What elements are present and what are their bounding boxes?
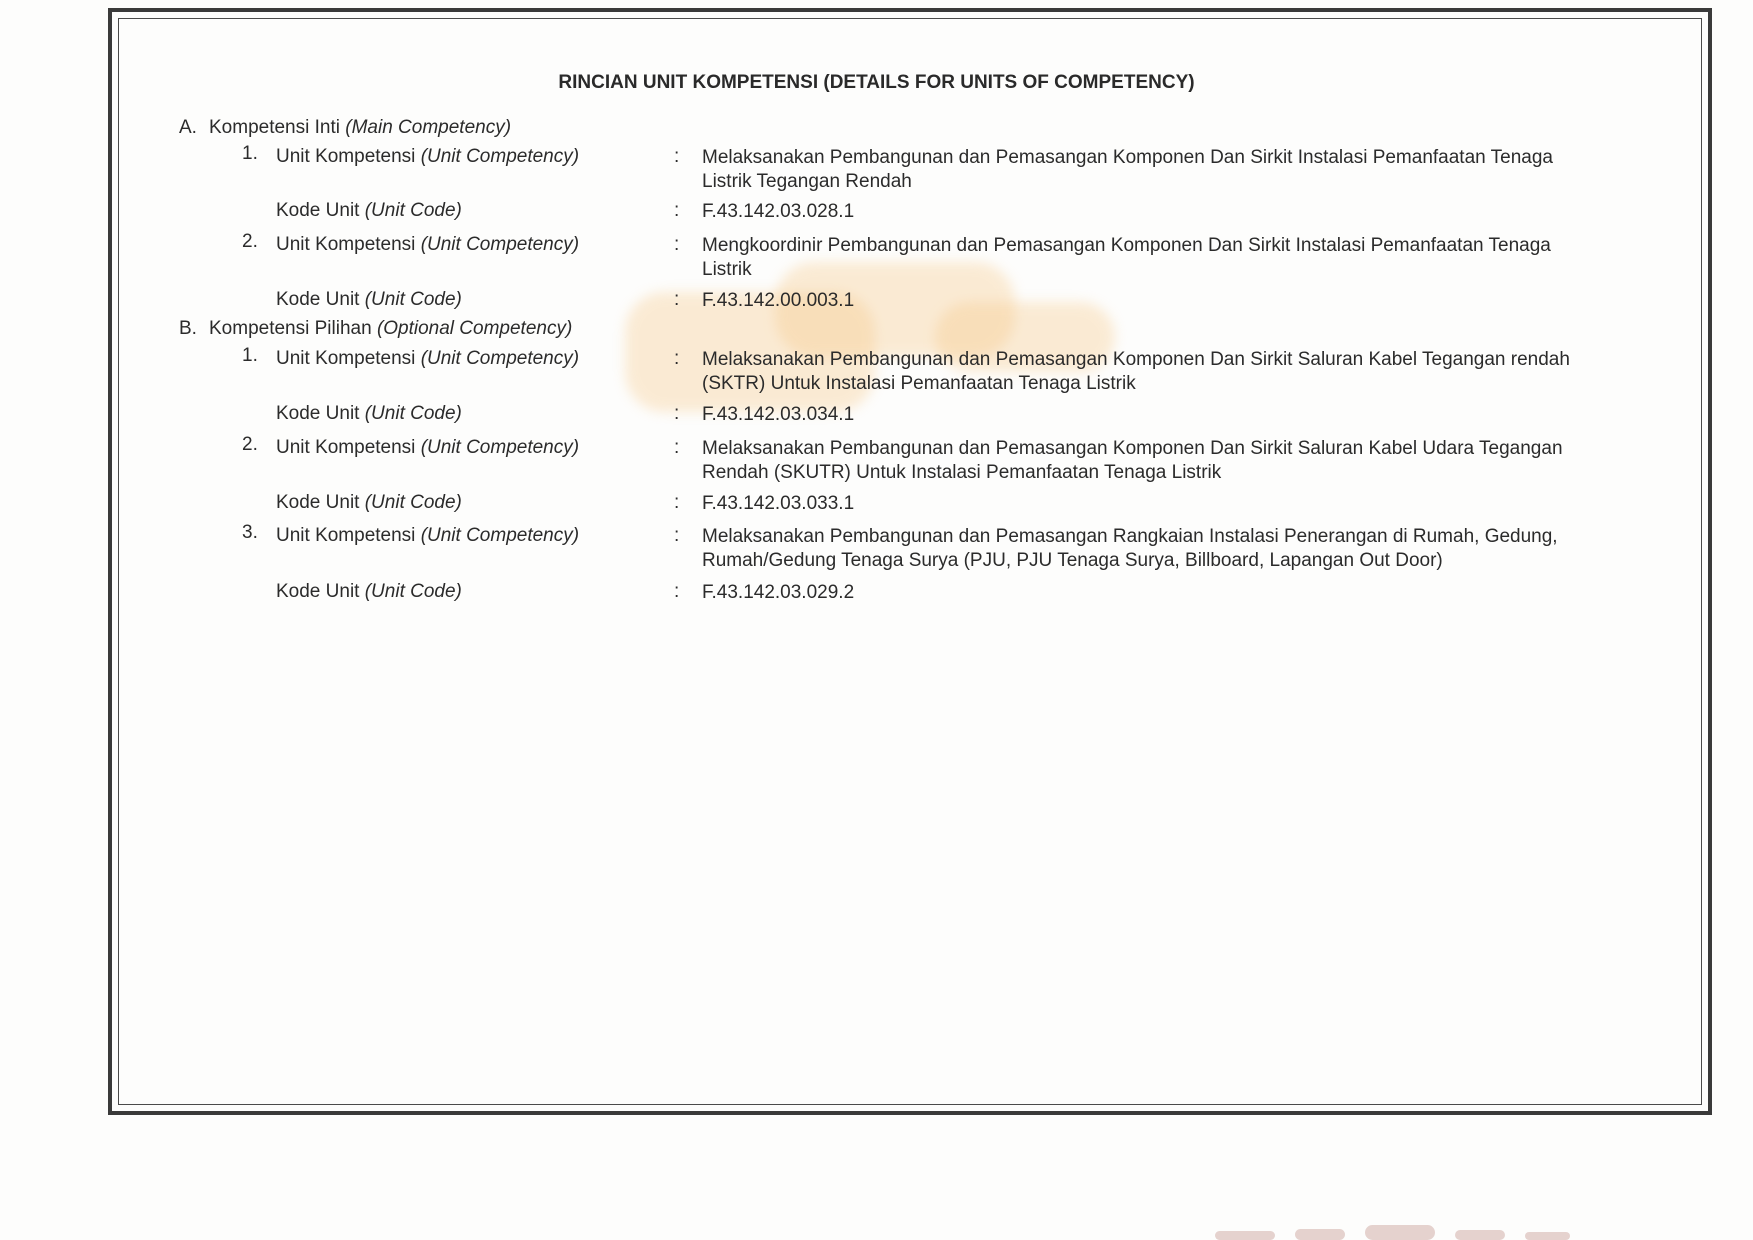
separator-colon: :	[674, 289, 680, 310]
page-title: RINCIAN UNIT KOMPETENSI (DETAILS FOR UNITS OF COMPETENCY)	[558, 72, 1195, 93]
code-label: Kode Unit (Unit Code)	[276, 289, 462, 310]
unit-value: Mengkoordinir Pembangunan dan Pemasangan Komponen Dan Sirkit Instalasi Pemanfaatan Tenaga Listrik	[702, 235, 1551, 280]
section-label-en: (Main Competency)	[345, 117, 512, 138]
code-value: F.43.142.03.028.1	[702, 201, 855, 222]
separator-colon: :	[674, 348, 680, 369]
section-b-heading	[179, 318, 572, 340]
unit-label: Unit Kompetensi (Unit Competency)	[276, 234, 580, 255]
section-label: Kompetensi Inti	[209, 117, 340, 138]
separator-colon: :	[674, 146, 680, 167]
separator-colon: :	[674, 403, 680, 424]
unit-label: Unit Kompetensi (Unit Competency)	[276, 437, 580, 458]
unit-number: 3.	[242, 522, 258, 543]
code-label: Kode Unit (Unit Code)	[276, 581, 462, 602]
code-value: F.43.142.03.034.1	[702, 404, 855, 425]
unit-number: 1.	[242, 143, 258, 164]
code-label: Kode Unit (Unit Code)	[276, 403, 462, 424]
code-value: F.43.142.00.003.1	[702, 290, 855, 311]
section-letter: A.	[179, 117, 197, 138]
unit-number: 2.	[242, 231, 258, 252]
unit-value: Melaksanakan Pembangunan dan Pemasangan Komponen Dan Sirkit Instalasi Pemanfaatan Tenaga Listrik Tegangan Rendah	[702, 147, 1553, 192]
separator-colon: :	[674, 437, 680, 458]
unit-value: Melaksanakan Pembangunan dan Pemasangan Komponen Dan Sirkit Saluran Kabel Tegangan rendah (SKTR) Untuk Instalasi Pemanfaatan Tenaga Listrik	[702, 349, 1570, 394]
separator-colon: :	[674, 525, 680, 546]
separator-colon: :	[674, 492, 680, 513]
section-letter: B.	[179, 318, 197, 339]
section-label-en: (Optional Competency)	[376, 318, 573, 339]
unit-label: Unit Kompetensi (Unit Competency)	[276, 348, 580, 369]
separator-colon: :	[674, 200, 680, 221]
code-label: Kode Unit (Unit Code)	[276, 492, 462, 513]
section-a-heading	[179, 117, 511, 139]
unit-value: Melaksanakan Pembangunan dan Pemasangan Komponen Dan Sirkit Saluran Kabel Udara Tegangan Rendah (SKUTR) Untuk Instalasi Pemanfaatan Tenaga Listrik	[702, 438, 1563, 483]
separator-colon: :	[674, 581, 680, 602]
code-value: F.43.142.03.033.1	[702, 493, 855, 514]
unit-value: Melaksanakan Pembangunan dan Pemasangan Rangkaian Instalasi Penerangan di Rumah, Gedung, Rumah/Gedung Tenaga Surya (PJU, PJU Tenaga Surya, Billboard, Lapangan Out Door)	[702, 526, 1558, 571]
unit-label: Unit Kompetensi (Unit Competency)	[276, 146, 580, 167]
code-value: F.43.142.03.029.2	[702, 582, 855, 603]
section-label: Kompetensi Pilihan	[209, 318, 372, 339]
unit-number: 2.	[242, 434, 258, 455]
stamp-smudge	[1215, 1225, 1595, 1240]
unit-number: 1.	[242, 345, 258, 366]
separator-colon: :	[674, 234, 680, 255]
code-label: Kode Unit (Unit Code)	[276, 200, 462, 221]
unit-label: Unit Kompetensi (Unit Competency)	[276, 525, 580, 546]
